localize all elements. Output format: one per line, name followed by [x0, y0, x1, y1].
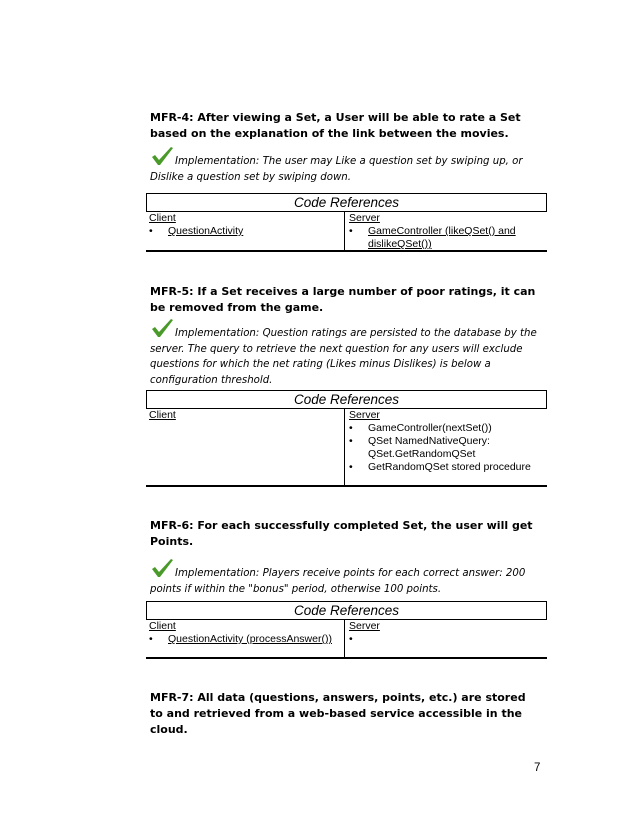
code-references-table	[146, 193, 547, 252]
client-label: Client	[149, 409, 176, 421]
client-item	[149, 633, 339, 646]
client-label: Client	[149, 620, 176, 632]
client-column	[149, 620, 339, 646]
code-references-title: Code References	[146, 390, 547, 409]
bullet: •	[149, 633, 153, 645]
server-column	[349, 409, 544, 474]
implementation-text: Implementation: Question ratings are persisted to the database by the server. The query to retrieve the next question for any users will exclude questions for which the net rating (Likes minus Dislikes) is below a configuration threshold.	[150, 328, 537, 386]
column-divider	[344, 409, 345, 485]
bullet: •	[349, 225, 353, 237]
client-item-text: QuestionActivity (processAnswer())	[168, 633, 332, 645]
requirement-mfr-4: MFR-4: After viewing a Set, a User will be able to rate a Set based on the explanation of the link between the movies.	[150, 111, 521, 140]
requirement-mfr-7: MFR-7: All data (questions, answers, points, etc.) are stored to and retrieved from a web-based service accessible in the cloud.	[150, 691, 526, 736]
client-label: Client	[149, 212, 176, 224]
code-references-table	[146, 601, 547, 659]
server-column	[349, 212, 544, 251]
column-divider	[344, 620, 345, 657]
requirement-mfr-5: MFR-5: If a Set receives a large number of poor ratings, it can be removed from the game.	[150, 285, 536, 314]
bullet: •	[149, 225, 153, 237]
server-item-text: GetRandomQSet stored procedure	[368, 461, 531, 473]
server-item-text: GameController (likeQSet() and dislikeQSet())	[368, 225, 516, 250]
bullet: •	[349, 422, 353, 434]
code-references-title: Code References	[146, 193, 547, 212]
client-item	[149, 225, 339, 238]
server-item-text: QSet NamedNativeQuery: QSet.GetRandomQSet	[368, 435, 490, 460]
implementation-text: Implementation: The user may Like a question set by swiping up, or Dislike a question set by swiping down.	[150, 156, 523, 183]
server-item	[349, 461, 544, 474]
implementation-text: Implementation: Players receive points for each correct answer: 200 points if within the "bonus" period, otherwise 100 points.	[150, 568, 526, 595]
page-number: 7	[534, 762, 541, 774]
bullet: •	[349, 461, 353, 473]
implementation-mfr-6	[150, 558, 540, 597]
checkmark-icon	[150, 558, 174, 578]
code-references-body	[146, 620, 547, 659]
client-column	[149, 409, 339, 422]
bullet: •	[349, 435, 353, 447]
requirement-mfr-6: MFR-6: For each successfully completed Set, the user will get Points.	[150, 519, 533, 548]
server-label: Server	[349, 212, 380, 224]
checkmark-icon	[150, 318, 174, 338]
implementation-mfr-4	[150, 146, 540, 185]
column-divider	[344, 212, 345, 250]
code-references-title: Code References	[146, 601, 547, 620]
code-references-body	[146, 212, 547, 252]
server-item	[349, 422, 544, 435]
client-item-text: QuestionActivity	[168, 225, 244, 237]
server-label: Server	[349, 620, 380, 632]
checkmark-icon	[150, 146, 174, 166]
bullet: •	[349, 633, 353, 645]
client-column	[149, 212, 339, 238]
server-item	[349, 435, 544, 461]
implementation-mfr-5	[150, 318, 540, 388]
code-references-body	[146, 409, 547, 487]
code-references-table	[146, 390, 547, 487]
server-label: Server	[349, 409, 380, 421]
server-column	[349, 620, 544, 645]
server-item	[349, 225, 544, 251]
server-item-text: GameController(nextSet())	[368, 422, 492, 434]
